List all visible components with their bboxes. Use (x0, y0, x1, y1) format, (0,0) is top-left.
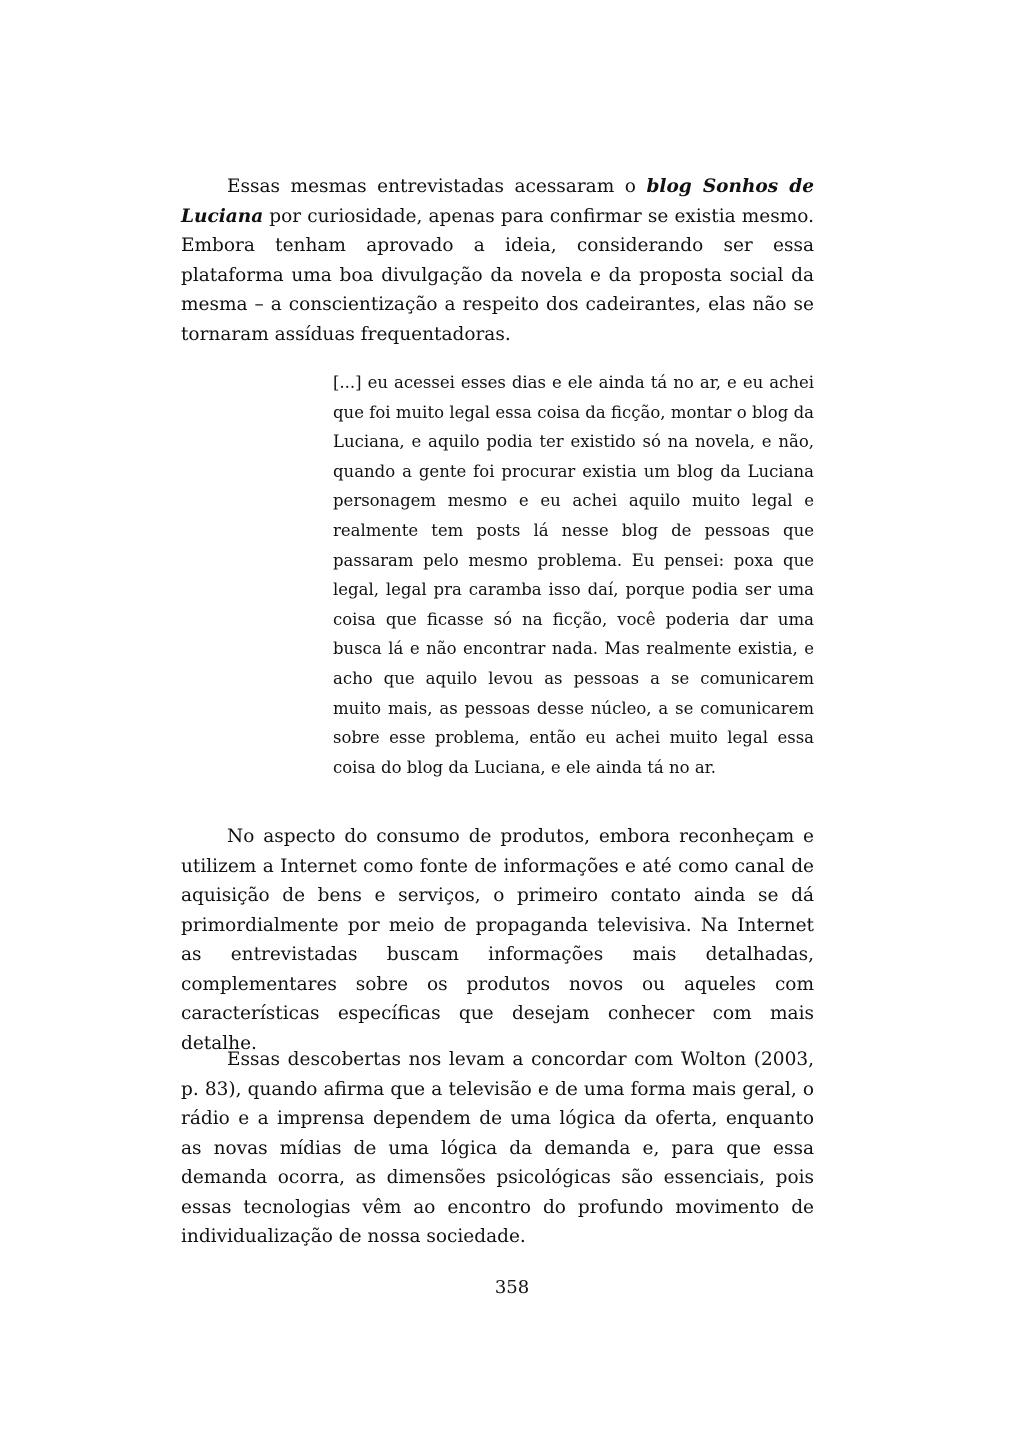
block-quote: [...] eu acessei esses dias e ele ainda tá no ar, e eu achei que foi muito legal essa coisa da ficção, montar o blog da Luciana, e aquilo podia ter existido só na novela, e não, quando a gente foi procurar existia um blog da Luciana personagem mesmo e eu achei aquilo muito legal e realmente tem posts lá nesse blog de pessoas que passaram pelo mesmo problema. Eu pensei: poxa que legal, legal pra caramba isso daí, porque podia ser uma coisa que ficasse só na ficção, você poderia dar uma busca lá e não encontrar nada. Mas realmente existia, e acho que aquilo levou as pessoas a se comunicarem muito mais, as pessoas desse núcleo, a se comunicarem sobre esse problema, então eu achei muito legal essa coisa do blog da Luciana, e ele ainda tá no ar. (333, 373, 814, 777)
paragraph-1-start: Essas mesmas entrevistadas acessaram o (227, 176, 647, 197)
paragraph-2: No aspecto do consumo de produtos, embora reconheçam e utilizem a Internet como fonte de informações e até como canal de aquisição de bens e serviços, o primeiro contato ainda se dá primordialmente por meio de propaganda televisiva. Na Internet as entrevistadas buscam informações mais detalhadas, complementares sobre os produtos novos ou aqueles com características específicas que desejam conhecer com mais detalhe. (181, 826, 814, 1054)
paragraph-1-end: por curiosidade, apenas para confirmar se existia mesmo. Embora tenham aprovado a ideia, considerando ser essa plataforma uma boa divulgação da novela e da proposta social da mesma – a conscientização a respeito dos cadeirantes, elas não se tornaram assíduas frequentadoras. (181, 205, 814, 345)
paragraph-3: Essas descobertas nos levam a concordar com Wolton (2003, p. 83), quando afirma que a televisão e de uma forma mais geral, o rádio e a imprensa dependem de uma lógica da oferta, enquanto as novas mídias de uma lógica da demanda e, para que essa demanda ocorra, as dimensões psicológicas são essenciais, pois essas tecnologias vêm ao encontro do profundo movimento de individualização de nossa sociedade. (181, 1049, 814, 1247)
paragraph-1 (181, 172, 814, 349)
blog-title-emphasis: blog Sonhos de Luciana (181, 176, 814, 227)
page-number: 358 (494, 1277, 530, 1298)
